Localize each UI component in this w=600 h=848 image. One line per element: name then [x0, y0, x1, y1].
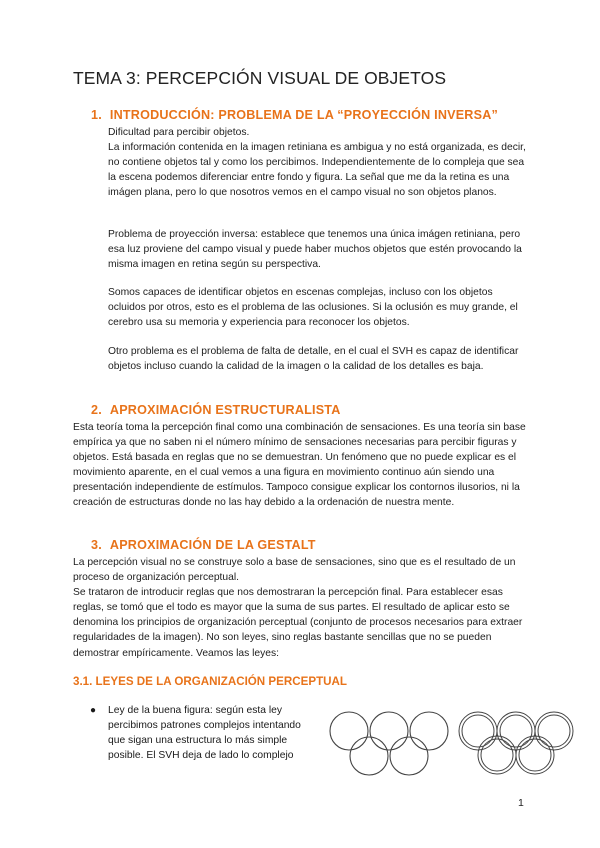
section-2-title: APROXIMACIÓN ESTRUCTURALISTA — [109, 403, 341, 417]
ring-inner — [462, 715, 494, 747]
section-1-paragraph-3: Somos capaces de identificar objetos en escenas complejas, incluso con los objetos ocluidos por otros, esto es el problema de las oclusiones. Si la oclusión es muy grande, el cerebro usa su memoria y experiencia para reconocer los objetos. — [108, 287, 518, 329]
ring-outer — [535, 712, 573, 750]
section-3-number: 3. — [91, 538, 102, 552]
bullet-text: Ley de la buena figura: según esta ley percibimos patrones complejos intentando que sigan una estructura lo más simple posible. El SVH deja de lado lo complejo — [108, 705, 301, 762]
subsection-heading: 3.1. LEYES DE LA ORGANIZACIÓN PERCEPTUAL — [73, 675, 347, 688]
section-1-paragraph-1: Dificultad para percibir objetos. La información contenida en la imagen retiniana es ambigua y no está organizada, es decir, no contiene objetos tal y como los percibimos. Independientemente de lo compleja que sea la escena podemos diferenciar entre fondo y figura. La señal que me da la retina es una imágen plana, pero lo que nosotros vemos en el campo visual no son objetos planos. — [108, 127, 526, 199]
ring — [330, 712, 368, 750]
ring-inner — [500, 715, 532, 747]
page-number: 1 — [518, 797, 524, 809]
ring-outer — [516, 736, 554, 774]
ring-inner — [538, 715, 570, 747]
section-3-heading — [91, 538, 316, 552]
section-1-paragraph-4: Otro problema es el problema de falta de detalle, en el cual el SVH es capaz de identificar objetos incluso cuando la calidad de la imagen o la calidad de los detalles es baja. — [108, 346, 519, 373]
section-2-heading — [91, 403, 341, 417]
section-1-title: INTRODUCCIÓN: PROBLEMA DE LA “PROYECCIÓN INVERSA” — [109, 108, 498, 122]
document-title: TEMA 3: PERCEPCIÓN VISUAL DE OBJETOS — [73, 68, 447, 88]
ring — [350, 737, 388, 775]
section-1-paragraph-2: Problema de proyección inversa: establece que tenemos una única imágen retiniana, pero esa luz proviene del campo visual y puede haber muchos objetos que estén provocando la misma imagen en retina según su perspectiva. — [108, 229, 522, 271]
ring-outer — [497, 712, 535, 750]
olympic-rings-interlaced-figure — [457, 708, 575, 780]
ring — [370, 712, 408, 750]
section-2-paragraph-1: Esta teoría toma la percepción final como una combinación de sensaciones. Es una teoría sin base empírica ya que no saben ni el número mínimo de sensaciones necesarias para percibir figuras y objetos. Está basada en reglas que no se demuestran. Un fenómeno que no puede explicar es el movimiento aparente, en el cual vemos a una figura en movimiento continuo aún siendo una presentación independiente de estímulos. Tampoco consigue explicar los contornos ilusorios, ni la creación de estructuras donde no las hay debido a la ordenación de nuestra mente. — [73, 422, 526, 509]
ring-outer — [459, 712, 497, 750]
ring — [410, 712, 448, 750]
bullet-marker: ● — [90, 705, 97, 716]
ring-outer — [478, 736, 516, 774]
section-2-number: 2. — [91, 403, 102, 417]
section-3-title: APROXIMACIÓN DE LA GESTALT — [109, 538, 316, 552]
section-1-number: 1. — [91, 108, 102, 122]
ring-inner — [519, 739, 551, 771]
olympic-rings-outline-figure — [327, 708, 451, 780]
ring — [390, 737, 428, 775]
section-3-paragraph-1: La percepción visual no se construye solo a base de sensaciones, sino que es el resultado de un proceso de organización perceptual. Se trataron de introducir reglas que nos demostraran la percepción final. Para establecer esas reglas, se tomó que el todo es mayor que la suma de sus partes. El resultado de aplicar esto se denomina los principios de organización perceptual (conjunto de procesos necesarios para extraer regularidades de la imagen). No son leyes, sino reglas bastante sencillas que no se pueden demostrar empíricamente. Veamos las leyes: — [73, 557, 523, 659]
ring-inner — [481, 739, 513, 771]
section-1-heading — [91, 108, 498, 122]
